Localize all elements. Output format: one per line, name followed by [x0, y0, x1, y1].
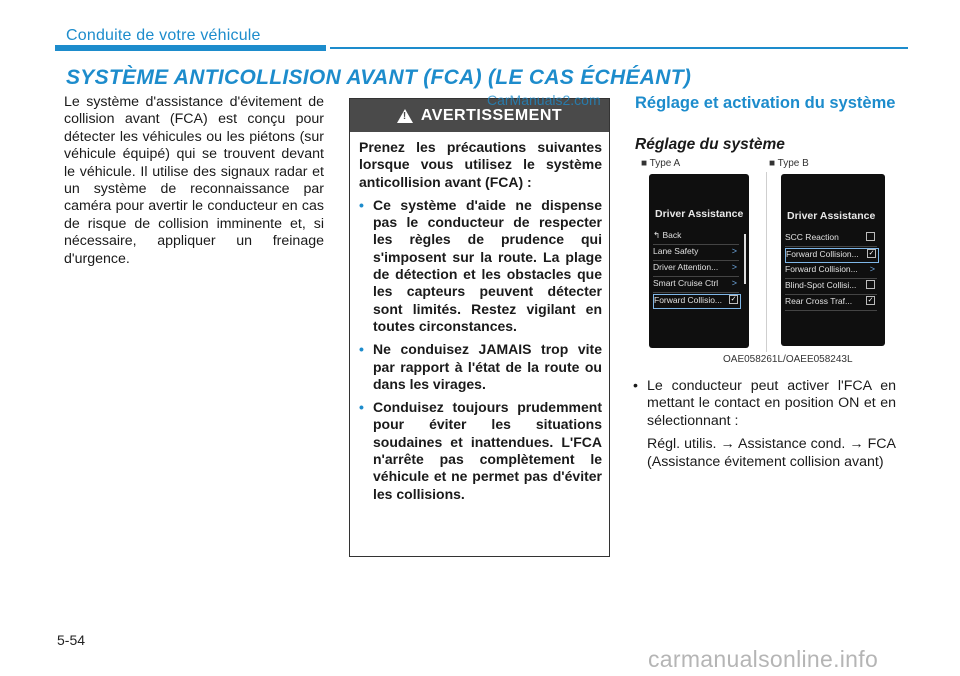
screen-title: Driver Assistance [787, 210, 876, 222]
settings-heading: Réglage et activation du système [635, 94, 896, 112]
settings-figure [635, 158, 897, 366]
checkbox-icon: ✓ [867, 297, 874, 304]
screen-type-b [781, 174, 885, 346]
warning-triangle-icon [397, 109, 413, 123]
settings-subheading: Réglage du système [635, 136, 785, 153]
type-a-label: ■ Type A [641, 158, 681, 169]
warning-bullet: • Conduisez toujours prudemment pour éviter les situations soudaines et inattendues. L'FCA n'arrête pas complètement le véhicule et ne permet pas d'éviter les collisions. [359, 399, 602, 502]
chevron-right-icon: > [731, 262, 737, 272]
footer-watermark: carmanualsonline.info [648, 646, 879, 672]
section-title: SYSTÈME ANTICOLLISION AVANT (FCA) (LE CAS ÉCHÉANT) [66, 66, 692, 89]
warning-lead: Prenez les précautions suivantes lorsque vous utilisez le système anticollision avant (FCA) : [359, 139, 602, 190]
bullet-dot-icon: • [359, 196, 364, 213]
figure-caption: OAE058261L/OAEE058243L [723, 354, 853, 365]
bullet-dot-icon: • [359, 399, 364, 416]
warning-body [359, 139, 602, 503]
activation-instructions [633, 378, 896, 471]
header-rule-thick [55, 45, 326, 51]
screen-row: Blind-Spot Collisi... [785, 280, 877, 295]
warning-bullet: • Ne conduisez JAMAIS trop vite par rapport à l'état de la route ou dans les virages. [359, 341, 602, 392]
screen-row: SCC Reaction [785, 232, 877, 247]
chevron-right-icon: > [869, 264, 875, 274]
screen-row-selected: Forward Collisio... ✓ [653, 294, 741, 309]
intro-paragraph: Le système d'assistance d'évitement de collision avant (FCA) est conçu pour détecter les véhicules ou les piétons (sur véhicule équipé) qui se trouvent devant le véhicule. Il utilise des signaux radar et un système de reconnaissance par caméra pour avertir le conducteur en cas de risque de collision imminente et, si nécessaire, appliquer un freinage d'urgence. [64, 94, 324, 267]
page-number: 5-54 [57, 632, 86, 648]
scrollbar [744, 234, 746, 284]
screen-row: Lane Safety > [653, 246, 739, 261]
checkbox-icon [866, 232, 875, 241]
screen-type-a [649, 174, 749, 348]
screen-row: Rear Cross Traf... ✓ [785, 296, 877, 311]
checkbox-icon: ✓ [868, 250, 875, 257]
chevron-right-icon: > [731, 278, 737, 288]
chevron-right-icon: > [731, 246, 737, 256]
checkbox-icon [866, 280, 875, 289]
screen-row-selected: Forward Collision... ✓ [785, 248, 879, 263]
warning-box [349, 98, 610, 557]
screen-row: Forward Collision... > [785, 264, 877, 279]
chapter-title: Conduite de votre véhicule [66, 27, 261, 44]
screen-row: Driver Attention... > [653, 262, 739, 277]
checkbox-icon: ✓ [730, 296, 737, 303]
bullet-dot-icon: • [359, 341, 364, 358]
warning-heading: AVERTISSEMENT [420, 106, 563, 124]
type-b-label: ■ Type B [769, 158, 809, 169]
screen-title: Driver Assistance [655, 208, 744, 220]
bullet-dot-icon: • [633, 378, 638, 394]
screen-row: Smart Cruise Ctrl > [653, 278, 739, 293]
header-rule-thin [330, 47, 908, 49]
screen-row: ↰ Back [653, 230, 739, 245]
warning-bullet: • Ce système d'aide ne dispense pas le conducteur de respecter les règles de prudence qui s'imposent sur la route. La plage de détection et les obstacles que les capteurs peuvent détecter sont limités. Restez vigilant en toutes circonstances. [359, 196, 602, 334]
activation-bullet: • Le conducteur peut activer l'FCA en mettant le contact en position ON et en sélectionnant : [633, 378, 896, 429]
menu-path: Régl. utilis. → Assistance cond. → FCA (Assistance évitement collision avant) [647, 436, 896, 470]
watermark-text: CarManuals2.com [487, 92, 601, 108]
figure-divider [766, 172, 767, 352]
